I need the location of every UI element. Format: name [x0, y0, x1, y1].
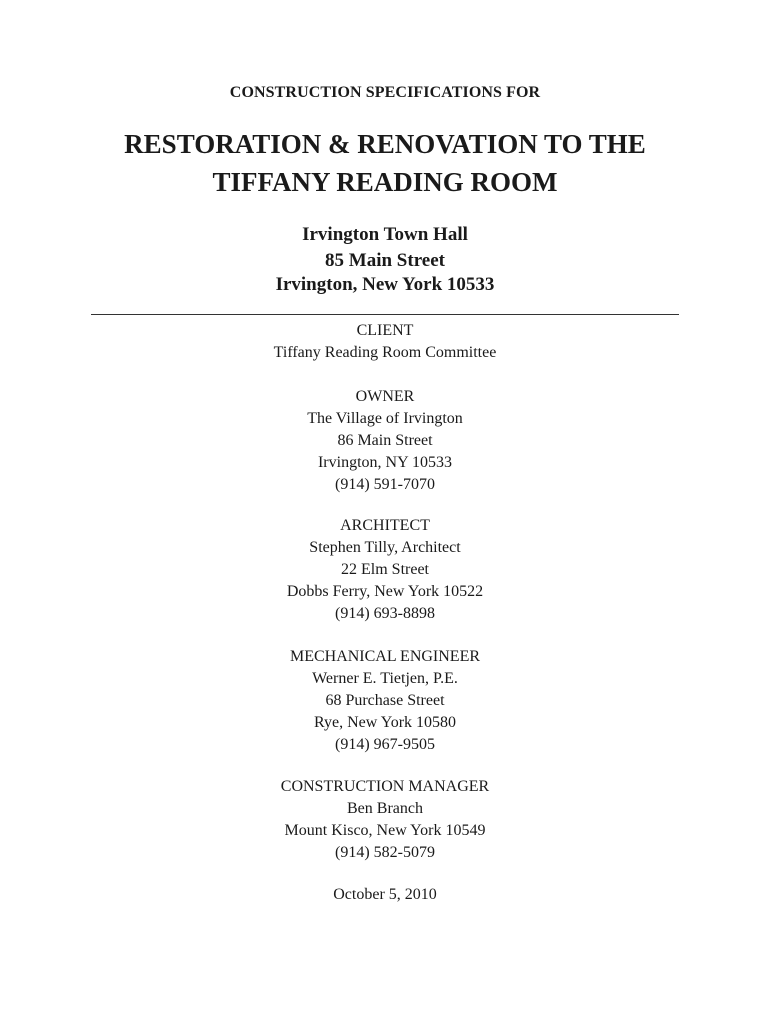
document-date-text: October 5, 2010	[333, 886, 437, 903]
location-name: Irvington Town Hall	[302, 224, 468, 245]
owner-street: 86 Main Street	[337, 432, 433, 449]
client-block	[0, 320, 770, 364]
architect-phone: (914) 693-8898	[335, 605, 435, 622]
architect-heading: ARCHITECT	[340, 517, 430, 534]
document-title-line2: TIFFANY READING ROOM	[212, 167, 558, 197]
mechanical-engineer-street: 68 Purchase Street	[325, 692, 445, 709]
location-street: 85 Main Street	[325, 250, 445, 271]
mechanical-engineer-city: Rye, New York 10580	[313, 714, 457, 731]
construction-manager-phone: (914) 582-5079	[335, 844, 435, 861]
architect-city: Dobbs Ferry, New York 10522	[286, 583, 484, 600]
owner-block	[0, 386, 770, 496]
construction-manager-heading: CONSTRUCTION MANAGER	[280, 778, 490, 795]
client-heading: CLIENT	[356, 322, 414, 339]
mechanical-engineer-name: Werner E. Tietjen, P.E.	[312, 670, 458, 687]
mechanical-engineer-phone: (914) 967-9505	[335, 736, 435, 753]
construction-manager-city: Mount Kisco, New York 10549	[284, 822, 486, 839]
mechanical-engineer-block	[0, 646, 770, 756]
construction-manager-name: Ben Branch	[347, 800, 423, 817]
owner-heading: OWNER	[355, 388, 415, 405]
document-subtitle: CONSTRUCTION SPECIFICATIONS FOR	[229, 84, 541, 101]
owner-name: The Village of Irvington	[307, 410, 463, 427]
document-title-line1: RESTORATION & RENOVATION TO THE	[124, 129, 646, 159]
mechanical-engineer-heading: MECHANICAL ENGINEER	[289, 648, 481, 665]
construction-manager-block	[0, 776, 770, 864]
client-name: Tiffany Reading Room Committee	[273, 344, 497, 361]
architect-name: Stephen Tilly, Architect	[309, 539, 461, 556]
owner-phone: (914) 591-7070	[335, 476, 435, 493]
architect-block	[0, 515, 770, 625]
owner-city: Irvington, NY 10533	[317, 454, 453, 471]
location-city: Irvington, New York 10533	[275, 274, 495, 295]
architect-street: 22 Elm Street	[341, 561, 429, 578]
horizontal-divider	[91, 314, 679, 315]
document-date	[0, 884, 770, 906]
